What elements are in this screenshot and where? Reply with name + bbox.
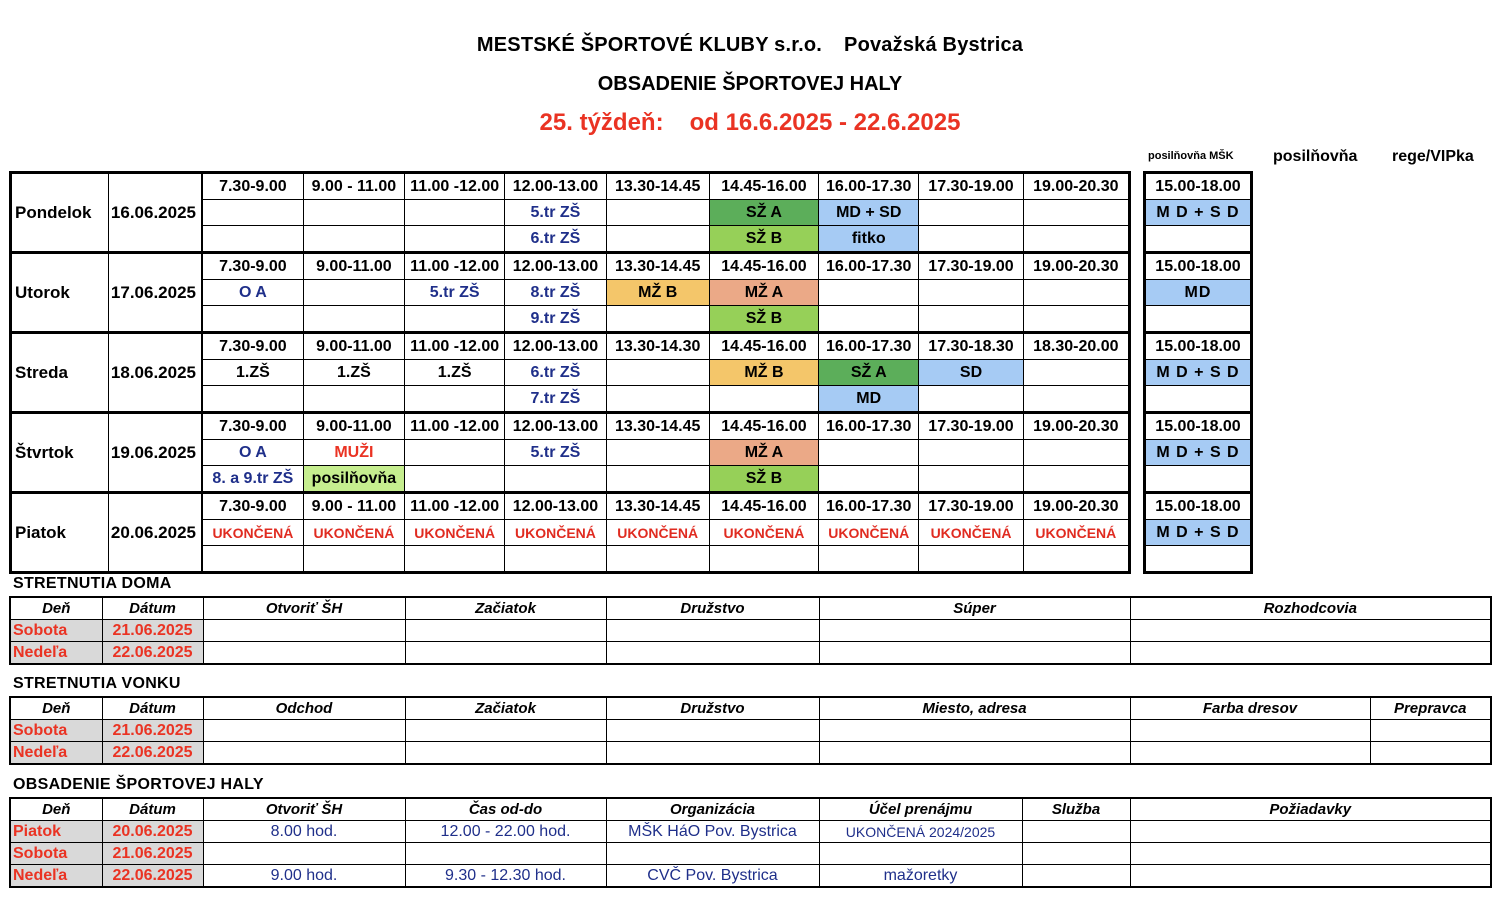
time-slot: 16.00-17.30 — [819, 493, 919, 520]
column-header: Deň — [10, 697, 102, 720]
booking-cell — [919, 440, 1023, 466]
booking-cell: SŽ B — [709, 306, 818, 333]
empty-cell — [606, 642, 819, 665]
booking-cell: MD — [819, 386, 919, 413]
row-purpose: UKONČENÁ 2024/2025 — [819, 821, 1022, 843]
booking-cell — [819, 546, 919, 573]
gym-booking: M D + S D — [1145, 200, 1252, 226]
booking-cell: MŽ A — [709, 280, 818, 306]
empty-cell — [1130, 865, 1491, 888]
time-slot: 13.30-14.45 — [606, 173, 709, 200]
day-date: 16.06.2025 — [109, 173, 202, 253]
column-header: Otvoriť ŠH — [203, 597, 405, 620]
gym-empty — [1145, 226, 1252, 253]
row-organization — [606, 843, 819, 865]
time-slot: 19.00-20.30 — [1023, 173, 1129, 200]
column-header: Prepravca — [1370, 697, 1491, 720]
time-slot: 12.00-13.00 — [505, 333, 606, 360]
time-slot: 12.00-13.00 — [505, 173, 606, 200]
day-date: 20.06.2025 — [109, 493, 202, 573]
gym-time: 15.00-18.00 — [1145, 173, 1252, 200]
booking-cell: SŽ A — [709, 200, 818, 226]
row-time: 12.00 - 22.00 hod. — [405, 821, 606, 843]
booking-cell: SŽ B — [709, 466, 818, 493]
day-name: Štvrtok — [11, 413, 109, 493]
time-slot: 7.30-9.00 — [202, 413, 303, 440]
booking-cell — [606, 306, 709, 333]
time-slot: 9.00-11.00 — [303, 333, 404, 360]
booking-cell: 8.tr ZŠ — [505, 280, 606, 306]
booking-cell — [1023, 280, 1129, 306]
day-times-row — [11, 333, 1130, 360]
column-header: Začiatok — [405, 597, 606, 620]
time-slot: 9.00 - 11.00 — [303, 493, 404, 520]
empty-cell — [405, 642, 606, 665]
booking-cell — [202, 546, 303, 573]
time-slot: 14.45-16.00 — [709, 413, 818, 440]
gym-empty — [1145, 386, 1252, 413]
booking-cell: MUŽI — [303, 440, 404, 466]
booking-cell — [606, 226, 709, 253]
empty-cell — [1022, 843, 1130, 865]
time-slot: 19.00-20.30 — [1023, 493, 1129, 520]
time-slot: 12.00-13.00 — [505, 493, 606, 520]
booking-cell — [405, 226, 505, 253]
column-header: Požiadavky — [1130, 798, 1491, 821]
home-matches-title: STRETNUTIA DOMA — [13, 575, 172, 592]
column-header: Začiatok — [405, 697, 606, 720]
column-header: Súper — [819, 597, 1130, 620]
empty-cell — [1130, 742, 1370, 765]
day-name: Streda — [11, 333, 109, 413]
column-header: Dátum — [102, 597, 203, 620]
booking-cell — [709, 386, 818, 413]
column-header: Miesto, adresa — [819, 697, 1130, 720]
booking-cell — [919, 280, 1023, 306]
row-open: 9.00 hod. — [203, 865, 405, 888]
org-name: MESTSKÉ ŠPORTOVÉ KLUBY s.r.o. — [476, 34, 823, 56]
empty-cell — [606, 742, 819, 765]
table-row — [10, 642, 1491, 665]
day-name: Utorok — [11, 253, 109, 333]
booking-cell — [405, 200, 505, 226]
booking-cell — [1023, 466, 1129, 493]
day-date: 19.06.2025 — [109, 413, 202, 493]
gym-empty — [1145, 306, 1252, 333]
booking-cell: posilňovňa — [303, 466, 404, 493]
time-slot: 14.45-16.00 — [709, 253, 818, 280]
row-day: Nedeľa — [10, 742, 102, 765]
row-day: Nedeľa — [10, 642, 102, 665]
booking-cell: UKONČENÁ — [202, 520, 303, 546]
booking-cell — [303, 226, 404, 253]
row-purpose — [819, 843, 1022, 865]
table-row — [10, 865, 1491, 888]
booking-cell: UKONČENÁ — [303, 520, 404, 546]
empty-cell — [203, 620, 405, 642]
table-row — [10, 720, 1491, 742]
time-slot: 17.30-19.00 — [919, 493, 1023, 520]
away-matches-table — [9, 696, 1492, 765]
booking-cell — [919, 386, 1023, 413]
time-slot: 16.00-17.30 — [819, 333, 919, 360]
booking-cell — [606, 200, 709, 226]
booking-cell: 6.tr ZŠ — [505, 360, 606, 386]
row-open: 8.00 hod. — [203, 821, 405, 843]
gym-booking: M D + S D — [1145, 440, 1252, 466]
row-date: 22.06.2025 — [102, 865, 203, 888]
time-slot: 12.00-13.00 — [505, 413, 606, 440]
empty-cell — [1130, 720, 1370, 742]
column-header: Odchod — [203, 697, 405, 720]
booking-cell: UKONČENÁ — [505, 520, 606, 546]
row-organization: CVČ Pov. Bystrica — [606, 865, 819, 888]
booking-cell: MŽ A — [709, 440, 818, 466]
day-name: Pondelok — [11, 173, 109, 253]
time-slot: 19.00-20.30 — [1023, 253, 1129, 280]
empty-cell — [203, 742, 405, 765]
row-date: 21.06.2025 — [102, 720, 203, 742]
booking-cell — [505, 466, 606, 493]
row-date: 21.06.2025 — [102, 620, 203, 642]
gym-time: 15.00-18.00 — [1145, 333, 1252, 360]
booking-cell — [819, 306, 919, 333]
booking-cell — [606, 440, 709, 466]
week-label: 25. týždeň: — [539, 109, 664, 136]
booking-cell: MŽ B — [709, 360, 818, 386]
empty-cell — [1022, 865, 1130, 888]
empty-cell — [203, 720, 405, 742]
home-matches-table — [9, 596, 1492, 665]
booking-cell — [819, 440, 919, 466]
day-date: 17.06.2025 — [109, 253, 202, 333]
row-time: 9.30 - 12.30 hod. — [405, 865, 606, 888]
gym-msk-table — [1143, 171, 1253, 574]
booking-cell: SD — [919, 360, 1023, 386]
empty-cell — [1130, 620, 1491, 642]
booking-cell: 5.tr ZŠ — [505, 200, 606, 226]
booking-cell: UKONČENÁ — [819, 520, 919, 546]
booking-cell: 6.tr ZŠ — [505, 226, 606, 253]
empty-cell — [606, 720, 819, 742]
time-slot: 12.00-13.00 — [505, 253, 606, 280]
booking-cell — [919, 200, 1023, 226]
gym-time: 15.00-18.00 — [1145, 253, 1252, 280]
empty-cell — [405, 720, 606, 742]
gym-booking: MD — [1145, 280, 1252, 306]
hall-occupancy-title: OBSADENIE ŠPORTOVEJ HALY — [13, 776, 264, 793]
booking-cell — [606, 386, 709, 413]
row-date: 21.06.2025 — [102, 843, 203, 865]
booking-cell: UKONČENÁ — [919, 520, 1023, 546]
booking-cell — [606, 546, 709, 573]
column-header: Čas od-do — [405, 798, 606, 821]
time-slot: 9.00-11.00 — [303, 253, 404, 280]
booking-cell — [1023, 226, 1129, 253]
empty-cell — [1370, 720, 1491, 742]
booking-cell — [1023, 440, 1129, 466]
booking-cell — [303, 280, 404, 306]
rege-header: rege/VIPka — [1392, 148, 1474, 165]
gym-msk-header: posilňovňa MŠK — [1148, 150, 1234, 162]
booking-cell: UKONČENÁ — [606, 520, 709, 546]
empty-cell — [1370, 742, 1491, 765]
booking-cell — [202, 386, 303, 413]
row-purpose: mažoretky — [819, 865, 1022, 888]
column-header: Otvoriť ŠH — [203, 798, 405, 821]
booking-cell: 8. a 9.tr ZŠ — [202, 466, 303, 493]
day-times-row — [11, 493, 1130, 520]
empty-cell — [1130, 642, 1491, 665]
org-town: Považská Bystrica — [844, 34, 1024, 56]
column-header: Dátum — [102, 798, 203, 821]
booking-cell — [819, 466, 919, 493]
hall-occupancy-table — [9, 797, 1492, 888]
booking-cell — [709, 546, 818, 573]
booking-cell: 1.ZŠ — [303, 360, 404, 386]
booking-cell: O A — [202, 440, 303, 466]
booking-cell: 1.ZŠ — [405, 360, 505, 386]
booking-cell: MŽ B — [606, 280, 709, 306]
row-date: 22.06.2025 — [102, 642, 203, 665]
booking-cell — [1023, 200, 1129, 226]
column-header: Služba — [1022, 798, 1130, 821]
row-day: Nedeľa — [10, 865, 102, 888]
time-slot: 16.00-17.30 — [819, 413, 919, 440]
time-slot: 7.30-9.00 — [202, 493, 303, 520]
time-slot: 11.00 -12.00 — [405, 253, 505, 280]
away-matches-title: STRETNUTIA VONKU — [13, 675, 181, 692]
row-day: Piatok — [10, 821, 102, 843]
booking-cell: 5.tr ZŠ — [405, 280, 505, 306]
row-organization: MŠK HáO Pov. Bystrica — [606, 821, 819, 843]
time-slot: 11.00 -12.00 — [405, 173, 505, 200]
time-slot: 19.00-20.30 — [1023, 413, 1129, 440]
page-title: OBSADENIE ŠPORTOVEJ HALY — [597, 73, 903, 95]
empty-cell — [606, 620, 819, 642]
booking-cell: SŽ A — [819, 360, 919, 386]
empty-cell — [819, 720, 1130, 742]
booking-cell — [819, 280, 919, 306]
empty-cell — [1130, 821, 1491, 843]
gym-header: posilňovňa — [1273, 148, 1358, 165]
time-slot: 14.45-16.00 — [709, 333, 818, 360]
booking-cell — [202, 226, 303, 253]
booking-cell — [405, 546, 505, 573]
booking-cell — [505, 546, 606, 573]
time-slot: 11.00 -12.00 — [405, 413, 505, 440]
time-slot: 13.30-14.30 — [606, 333, 709, 360]
column-header: Rozhodcovia — [1130, 597, 1491, 620]
empty-cell — [819, 642, 1130, 665]
time-slot: 9.00 - 11.00 — [303, 173, 404, 200]
column-header: Účel prenájmu — [819, 798, 1022, 821]
gym-empty — [1145, 466, 1252, 493]
booking-cell: 5.tr ZŠ — [505, 440, 606, 466]
table-row — [10, 620, 1491, 642]
column-header: Organizácia — [606, 798, 819, 821]
empty-cell — [405, 620, 606, 642]
booking-cell: UKONČENÁ — [1023, 520, 1129, 546]
empty-cell — [1130, 843, 1491, 865]
time-slot: 7.30-9.00 — [202, 253, 303, 280]
booking-cell: fitko — [819, 226, 919, 253]
column-header: Farba dresov — [1130, 697, 1370, 720]
booking-cell — [405, 386, 505, 413]
row-open — [203, 843, 405, 865]
column-header: Družstvo — [606, 697, 819, 720]
empty-cell — [405, 742, 606, 765]
day-name: Piatok — [11, 493, 109, 573]
empty-cell — [819, 742, 1130, 765]
time-slot: 17.30-19.00 — [919, 173, 1023, 200]
booking-cell: 9.tr ZŠ — [505, 306, 606, 333]
empty-cell — [819, 620, 1130, 642]
time-slot: 13.30-14.45 — [606, 253, 709, 280]
table-header-row — [10, 597, 1491, 620]
booking-cell: SŽ B — [709, 226, 818, 253]
hall-schedule-table — [9, 171, 1131, 574]
day-times-row — [11, 413, 1130, 440]
booking-cell: O A — [202, 280, 303, 306]
booking-cell — [303, 200, 404, 226]
gym-empty — [1145, 546, 1252, 573]
row-day: Sobota — [10, 620, 102, 642]
booking-cell — [606, 360, 709, 386]
time-slot: 14.45-16.00 — [709, 173, 818, 200]
booking-cell — [1023, 306, 1129, 333]
booking-cell — [919, 546, 1023, 573]
booking-cell: 7.tr ZŠ — [505, 386, 606, 413]
booking-cell: UKONČENÁ — [405, 520, 505, 546]
gym-booking: M D + S D — [1145, 520, 1252, 546]
booking-cell — [1023, 360, 1129, 386]
column-header: Družstvo — [606, 597, 819, 620]
table-row — [10, 821, 1491, 843]
empty-cell — [203, 642, 405, 665]
table-header-row — [10, 697, 1491, 720]
booking-cell — [405, 440, 505, 466]
org-heading — [0, 34, 1500, 57]
time-slot: 17.30-19.00 — [919, 413, 1023, 440]
time-slot: 13.30-14.45 — [606, 413, 709, 440]
time-slot: 11.00 -12.00 — [405, 493, 505, 520]
time-slot: 13.30-14.45 — [606, 493, 709, 520]
day-date: 18.06.2025 — [109, 333, 202, 413]
column-header: Dátum — [102, 697, 203, 720]
booking-cell — [919, 466, 1023, 493]
booking-cell — [919, 226, 1023, 253]
gym-time: 15.00-18.00 — [1145, 413, 1252, 440]
day-times-row — [11, 253, 1130, 280]
time-slot: 17.30-19.00 — [919, 253, 1023, 280]
time-slot: 7.30-9.00 — [202, 173, 303, 200]
row-date: 22.06.2025 — [102, 742, 203, 765]
booking-cell — [303, 546, 404, 573]
booking-cell — [202, 306, 303, 333]
booking-cell — [1023, 386, 1129, 413]
table-header-row — [10, 798, 1491, 821]
booking-cell: 1.ZŠ — [202, 360, 303, 386]
row-time — [405, 843, 606, 865]
row-day: Sobota — [10, 720, 102, 742]
time-slot: 11.00 -12.00 — [405, 333, 505, 360]
booking-cell — [919, 306, 1023, 333]
time-slot: 18.30-20.00 — [1023, 333, 1129, 360]
gym-time: 15.00-18.00 — [1145, 493, 1252, 520]
week-range: od 16.6.2025 - 22.6.2025 — [689, 109, 961, 136]
booking-cell — [1023, 546, 1129, 573]
table-row — [10, 742, 1491, 765]
row-day: Sobota — [10, 843, 102, 865]
booking-cell — [405, 466, 505, 493]
column-header: Deň — [10, 597, 102, 620]
booking-cell: UKONČENÁ — [709, 520, 818, 546]
time-slot: 17.30-18.30 — [919, 333, 1023, 360]
time-slot: 14.45-16.00 — [709, 493, 818, 520]
booking-cell — [202, 200, 303, 226]
booking-cell — [303, 386, 404, 413]
booking-cell — [303, 306, 404, 333]
booking-cell — [405, 306, 505, 333]
week-heading — [0, 109, 1500, 137]
empty-cell — [1022, 821, 1130, 843]
booking-cell: MD + SD — [819, 200, 919, 226]
time-slot: 16.00-17.30 — [819, 253, 919, 280]
time-slot: 7.30-9.00 — [202, 333, 303, 360]
gym-booking: M D + S D — [1145, 360, 1252, 386]
day-times-row — [11, 173, 1130, 200]
column-header: Deň — [10, 798, 102, 821]
table-row — [10, 843, 1491, 865]
time-slot: 9.00-11.00 — [303, 413, 404, 440]
time-slot: 16.00-17.30 — [819, 173, 919, 200]
row-date: 20.06.2025 — [102, 821, 203, 843]
booking-cell — [606, 466, 709, 493]
